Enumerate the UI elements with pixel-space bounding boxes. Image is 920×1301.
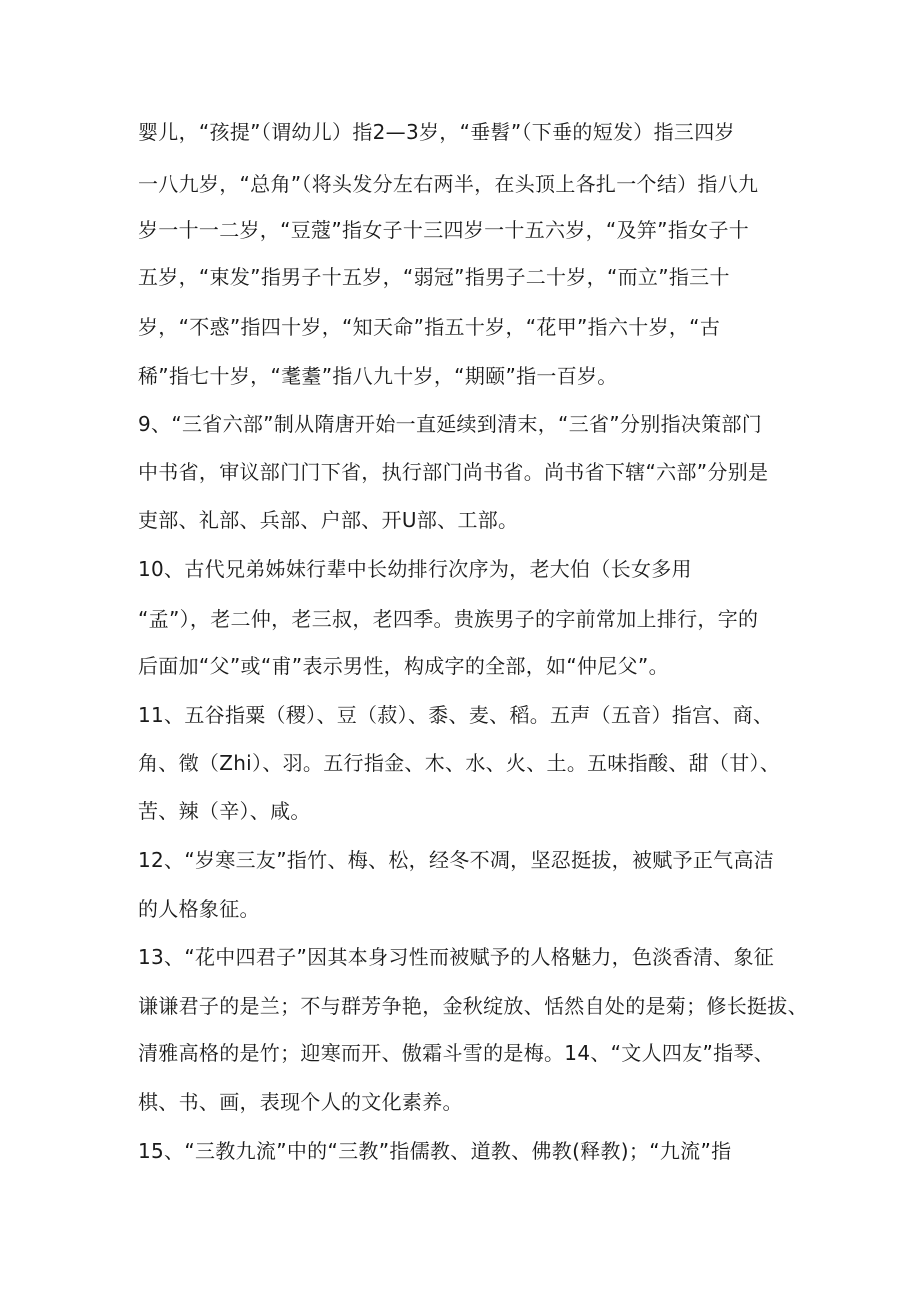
text-line: 婴儿，“孩提”（谓幼儿）指2—3岁，“垂髫”（下垂的短发）指三四岁 <box>138 120 735 144</box>
paragraph-13-line: 13、“花中四君子”因其本身习性而被赋予的人格魅力，色淡香清、象征 <box>138 945 775 969</box>
paragraph-9-line: 吏部、礼部、兵部、户部、开U部、工部。 <box>138 508 519 532</box>
paragraph-10-line: 后面加“父”或“甫”表示男性，构成字的全部，如“仲尼父”。 <box>138 654 669 678</box>
paragraph-11-line: 11、五谷指粟（稷）、豆（菽）、黍、麦、稻。五声（五音）指宫、商、 <box>138 703 774 727</box>
paragraph-11-line: 苦、辣（辛）、咸。 <box>138 799 311 823</box>
paragraph-12-line: 的人格象征。 <box>138 897 260 921</box>
paragraph-10-line: 10、古代兄弟姊妹行辈中长幼排行次序为，老大伯（长女多用 <box>138 557 692 581</box>
paragraph-13-line: 清雅高格的是竹；迎寒而开、傲霜斗雪的是梅。14、“文人四友”指琴、 <box>138 1041 775 1065</box>
text-line: 岁，“不惑”指四十岁，“知天命”指五十岁，“花甲”指六十岁，“古 <box>138 315 721 339</box>
text-line: 岁一十一二岁，“豆蔻”指女子十三四岁一十五六岁，“及笄”指女子十 <box>138 218 750 242</box>
paragraph-14-line: 棋、书、画，表现个人的文化素养。 <box>138 1090 463 1114</box>
paragraph-12-line: 12、“岁寒三友”指竹、梅、松，经冬不凋，坚忍挺拔，被赋予正气高洁 <box>138 848 775 872</box>
paragraph-11-line: 角、徵（Zhi）、羽。五行指金、木、水、火、土。五味指酸、甜（甘）、 <box>138 751 781 775</box>
paragraph-15-line: 15、“三教九流”中的“三教”指儒教、道教、佛教(释教)；“九流”指 <box>138 1139 732 1163</box>
text-line: 五岁，“束发”指男子十五岁，“弱冠”指男子二十岁，“而立”指三十 <box>138 265 730 289</box>
paragraph-13-line: 谦谦君子的是兰；不与群芳争艳，金秋绽放、恬然自处的是菊；修长挺拔、 <box>138 994 808 1018</box>
paragraph-10-line: “孟”），老二仲，老三叔，老四季。贵族男子的字前常加上排行，字的 <box>138 607 759 631</box>
text-line: 一八九岁，“总角”（将头发分左右两半，在头顶上各扎一个结）指八九 <box>138 172 759 196</box>
text-line: 稀”指七十岁，“耄耋”指八九十岁，“期颐”指一百岁。 <box>138 364 618 388</box>
paragraph-9-line: 中书省，审议部门门下省，执行部门尚书省。尚书省下辖“六部”分别是 <box>138 460 769 484</box>
paragraph-9-line: 9、“三省六部”制从隋唐开始一直延续到清末，“三省”分别指决策部门 <box>138 412 763 436</box>
